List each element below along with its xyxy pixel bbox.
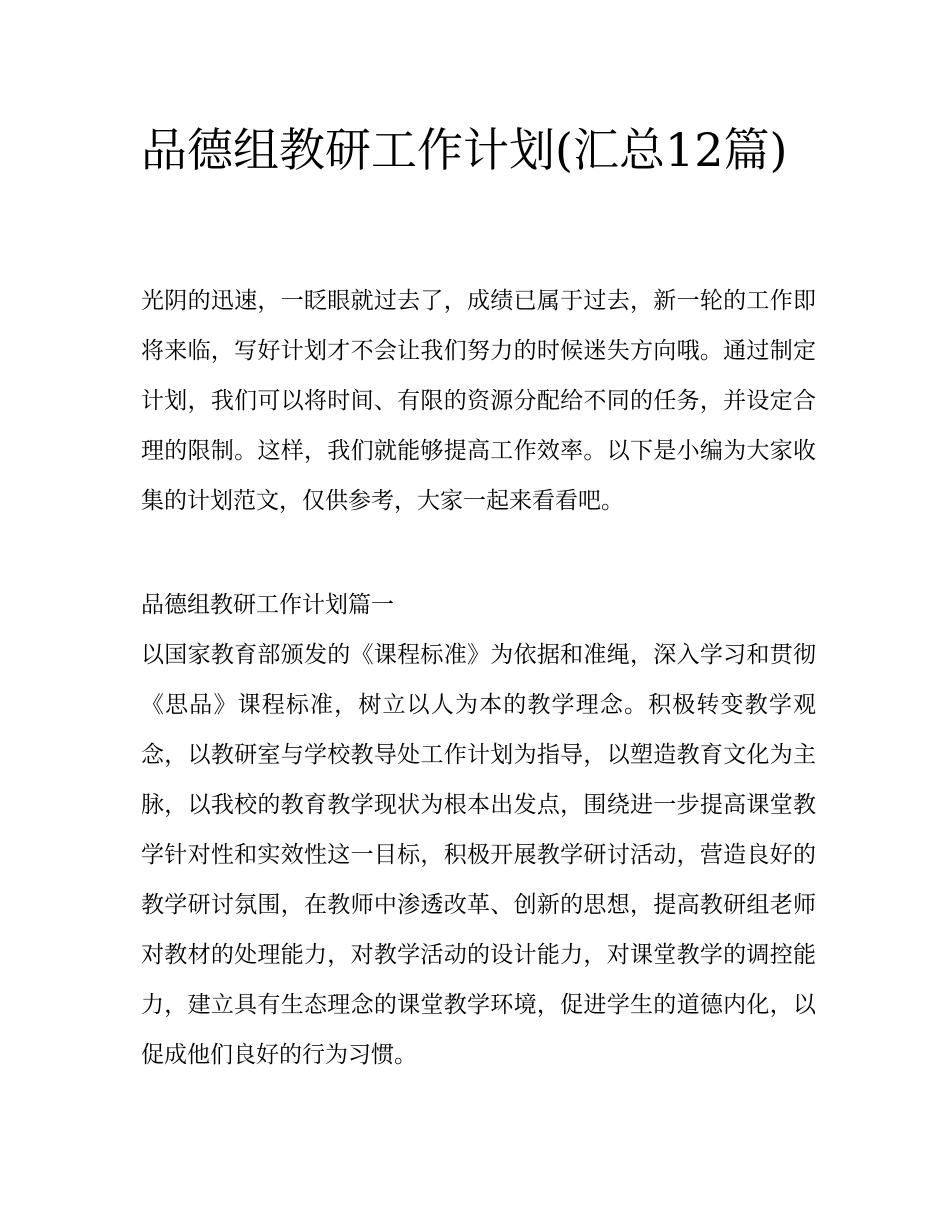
section-body-paragraph: 以国家教育部颁发的《课程标准》为依据和准绳，深入学习和贯彻《思品》课程标准，树立以人为本的教学理念。积极转变教学观念，以教研室与学校教导处工作计划为指导，以塑造教育文化为主脉，以我校的教育教学现状为根本出发点，围绕进一步提高课堂教学针对性和实效性这一目标，积极开展教学研讨活动，营造良好的教学研讨氛围，在教师中渗透改革、创新的思想，提高教研组老师对教材的处理能力，对教学活动的设计能力，对课堂教学的调控能力，建立具有生态理念的课堂教学环境，促进学生的道德内化，以促成他们良好的行为习惯。	[141, 642, 816, 1068]
section-heading: 品德组教研工作计划篇一	[141, 592, 394, 618]
intro-paragraph: 光阴的迅速，一眨眼就过去了，成绩已属于过去，新一轮的工作即将来临，写好计划才不会让我们努力的时候迷失方向哦。通过制定计划，我们可以将时间、有限的资源分配给不同的任务，并设定合理的限制。这样，我们就能够提高工作效率。以下是小编为大家收集的计划范文，仅供参考，大家一起来看看吧。	[141, 288, 816, 514]
document-title: 品德组教研工作计划(汇总12篇)	[141, 123, 788, 177]
